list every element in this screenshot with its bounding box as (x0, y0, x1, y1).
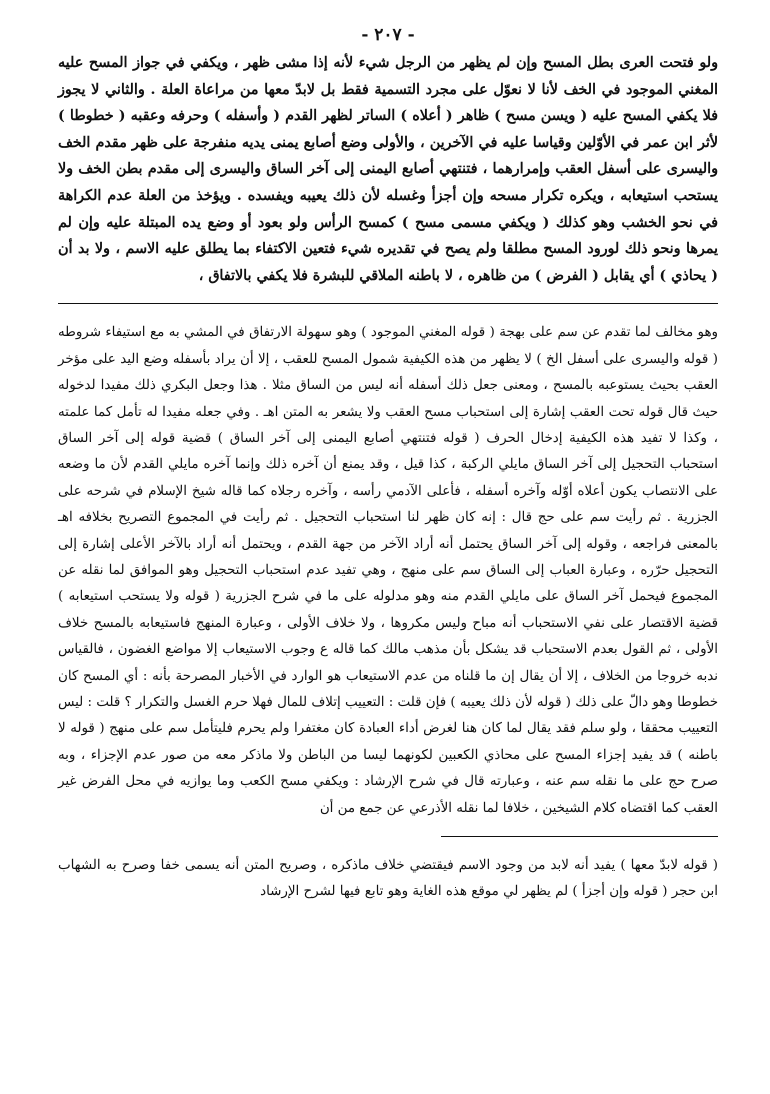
page-number: - ٢٠٧ - (361, 25, 415, 45)
main-text-block (58, 50, 718, 289)
commentary-block (58, 320, 718, 822)
footnote-block (58, 853, 718, 905)
main-text-paragraph: ولو فتحت العرى بطل المسح وإن لم يظهر من الرجل شيء لأنه إذا مشى ظهر ، ويكفي في جواز المسح عليه المغني الموجود في الخف لأنا لا نعوّل على مجرد التسمية فقط بل لابدّ معها من مراعاة العلة . والثاني لا يجوز فلا يكفي المسح عليه ( ويسن مسح ) ظاهر ( أعلاه ) الساتر لظهر القدم ( وأسفله ) وحرفه وعقبه ( خطوطا ) لأثر ابن عمر في الأوّلين وقياسا عليه في الآخرين ، والأولى وضع أصابع يمنى يديه منفرجة على ظهر مقدم الخف واليسرى على أسفل العقب وإمرارهما ، فتنتهي أصابع اليمنى إلى آخر الساق واليسرى إلى مقدم بطن الخف ولا يستحب استيعابه ، ويكره تكرار مسحه وإن أجزأ وغسله لأن ذلك يعيبه ويفسده . ويؤخذ من العلة عدم الكراهة في نحو الخشب وهو كذلك ( ويكفي مسمى مسح ) كمسح الرأس ولو بعود أو وضع يده المبتلة عليه وإن لم يمرها ونحو ذلك لورود المسح مطلقا ولم يصح في تقديره شيء فتعين الاكتفاء بما يطلق عليه الاسم ، ولا بد أن ( يحاذي ) أي يقابل ( الفرض ) من ظاهره ، لا باطنه الملاقي للبشرة فلا يكفي بالاتفاق ، (58, 55, 718, 284)
commentary-paragraph: وهو مخالف لما تقدم عن سم على بهجة ( قوله المغني الموجود ) وهو سهولة الارتفاق في المشي به مع استيفاء شروطه ( قوله واليسرى على أسفل الخ ) لا يظهر من هذه الكيفية شمول المسح للعقب ، إلا أن يراد بأسفله وضع اليد على مؤخر العقب بحيث يستوعبه بالمسح ، ومعنى جعل ذلك أسفله أنه ليس من الساق مثلا . هذا وجعل البكري ذلك مفيدا لدخوله حيث قال قوله تحت العقب إشارة إلى استحباب مسح العقب ولا يشعر به المتن اهـ . وفي جعله مفيدا له تأمل كما علمته ، وكذا لا تفيد هذه الكيفية إدخال الحرف ( قوله فتنتهي أصابع اليمنى إلى آخر الساق ) قضية قوله إلى آخر الساق استحباب التحجيل إلى آخر الساق مايلي الركبة ، كذا قيل ، وقد يمنع أن آخره ذلك وإنما آخره مايلي القدم لأن ما وضعه على الانتصاب يكون أعلاه أوّله وآخره أسفله ، فأعلى الآدمي رأسه ، وآخره رجلاه كما قاله شيخ الإسلام في شرحه على الجزرية . ثم رأيت سم على حج قال : إنه كان ظهر لنا استحباب التحجيل . ثم رأيت في المجموع التصريح بخلافه اهـ بالمعنى فراجعه ، وقوله إلى آخر الساق يحتمل أنه أراد الآخر من جهة القدم ، ويحتمل أنه أراد بالآخر الأعلى إشارة إلى التحجيل حرّره ، وعبارة العباب إلى الساق سم على منهج ، وهي تفيد عدم استحباب التحجيل وهو الموافق لما نقله عن المجموع فيحمل آخر الساق على مايلي القدم منه وهو مدلوله على ما في شرح الجزرية ( قوله ولا يستحب استيعابه ) قضية الاقتصار على نفي الاستحباب أنه مباح وليس مكروها ، ولا خلاف الأولى ، وعبارة المنهج فاستيعابه بالمسح خلاف الأولى ، ثم القول بعدم الاستحباب قد يشكل بأن مذهب مالك كما قاله ع وجوب الاستيعاب إلا مواضع الغضون ، فالقياس ندبه خروجا من الخلاف ، إلا أن يقال إن ما قلناه من عدم الاستيعاب هو الوارد في الأخبار المصرحة بأنه : أي المسح كان خطوطا وهو دالّ على ذلك ( قوله لأن ذلك يعيبه ) فإن قلت : التعييب إتلاف للمال فهلا حرم الغسل والتكرار ؟ قلت : ليس التعييب محققا ، ولو سلم فقد يقال لما كان هنا لغرض أداء العبادة كان مغتفرا ولم يحرم فليتأمل سم على منهج ( قوله لا باطنه ) قد يفيد إجزاء المسح على محاذي الكعبين لكونهما ليسا من الباطن ولا ماذكر معه من صور عدم الإجزاء ، وبه صرح حج على ما نقله سم عنه ، وعبارته قال في شرح الإرشاد : ويكفي مسح الكعب وما يوازيه في محل الفرض غير العقب كما اقتضاه كلام الشيخين ، خلافا لما نقله الأذرعي عن جمع من أن (58, 325, 718, 816)
section-divider (58, 303, 718, 304)
footnote-divider (441, 836, 718, 837)
footnote-paragraph: ( قوله لابدّ معها ) يفيد أنه لابد من وجود الاسم فيقتضي خلاف ماذكره ، وصريح المتن أنه يسمى خفا وصرح به الشهاب ابن حجر ( قوله وإن أجزأ ) لم يظهر لي موقع هذه الغاية وهو تابع فيها لشرح الإرشاد (58, 858, 718, 900)
